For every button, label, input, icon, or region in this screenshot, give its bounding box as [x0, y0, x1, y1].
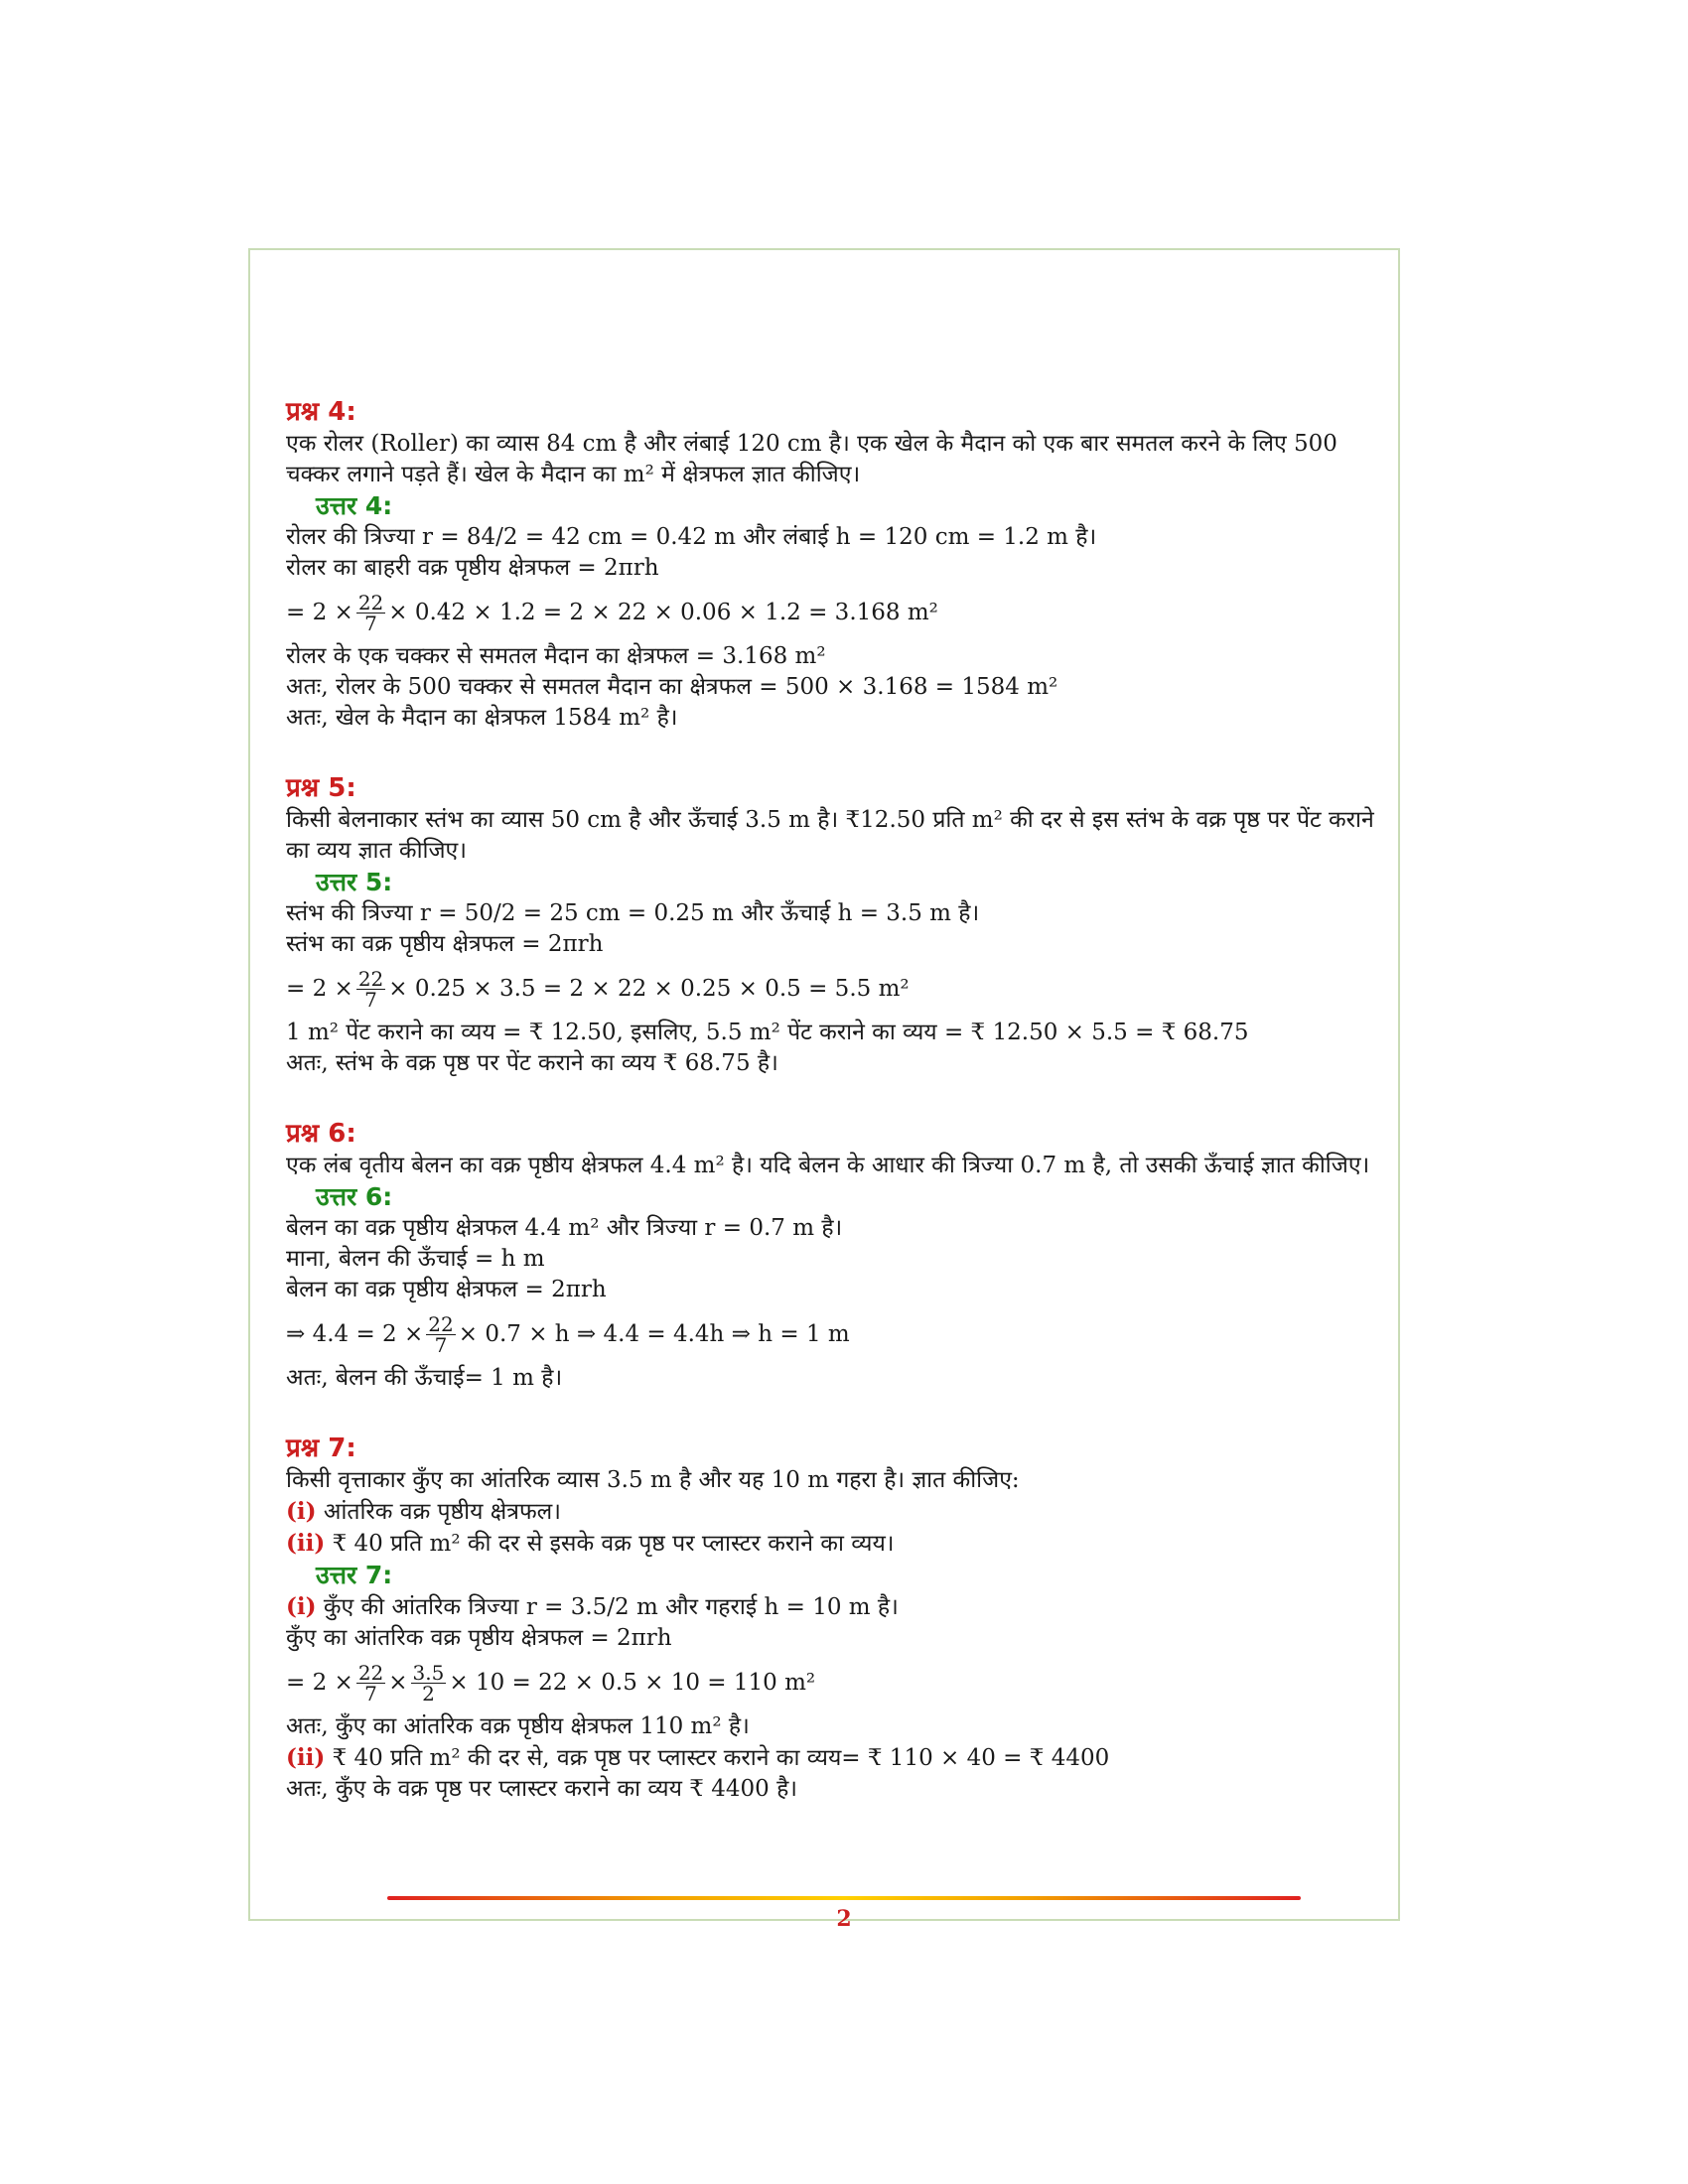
part-i-text: आंतरिक वक्र पृष्ठीय क्षेत्रफल।	[323, 1499, 561, 1525]
question-5-text: किसी बेलनाकार स्तंभ का व्यास 50 cm है और ऊँचाई 3.5 m है। ₹12.50 प्रति m² की दर से इस स्तंभ के वक्र पृष्ठ पर पेंट कराने का व्यय ज्ञात कीजिए।	[286, 807, 1374, 864]
fraction	[411, 1660, 447, 1706]
numerator: 22	[357, 966, 384, 991]
answer-5-title: उत्तर 5:	[316, 868, 393, 896]
denominator: 2	[411, 1683, 447, 1704]
answer-4-equation	[286, 584, 1388, 641]
denominator: 7	[356, 989, 385, 1010]
answer-5-line-3: 1 m² पेंट कराने का व्यय = ₹ 12.50, इसलिए, 5.5 m² पेंट कराने का व्यय = ₹ 12.50 × 5.5 = ₹ 68.75	[286, 1020, 1249, 1045]
fraction	[356, 590, 385, 635]
part-i-marker: (i)	[286, 1498, 317, 1525]
answer-4-line-1: रोलर की त्रिज्या r = 84/2 = 42 cm = 0.42 m और लंबाई h = 120 cm = 1.2 m है।	[286, 524, 1097, 550]
equation-suffix: × 0.42 × 1.2 = 2 × 22 × 0.06 × 1.2 = 3.168 m²	[388, 599, 938, 625]
answer-6-line-4: अतः, बेलन की ऊँचाई= 1 m है।	[286, 1365, 563, 1391]
answer-6-line-2: माना, बेलन की ऊँचाई = h m	[286, 1246, 545, 1272]
answer-5-line-2: स्तंभ का वक्र पृष्ठीय क्षेत्रफल = 2πrh	[286, 931, 604, 957]
question-6-title: प्रश्न 6:	[286, 1119, 356, 1149]
answer-6-line-3: बेलन का वक्र पृष्ठीय क्षेत्रफल = 2πrh	[286, 1277, 607, 1302]
fraction	[356, 1660, 385, 1706]
numerator: 22	[428, 1311, 454, 1336]
equation-prefix: = 2 ×	[286, 1669, 353, 1696]
answer-i-marker: (i)	[286, 1593, 317, 1620]
answer-7-line-3: अतः, कुँए का आंतरिक वक्र पृष्ठीय क्षेत्रफल 110 m² है।	[286, 1713, 750, 1739]
denominator: 7	[426, 1334, 455, 1355]
answer-7-line-4-text: ₹ 40 प्रति m² की दर से, वक्र पृष्ठ पर प्लास्टर कराने का व्यय= ₹ 110 × 40 = ₹ 4400	[332, 1745, 1110, 1771]
answer-4-line-3: रोलर के एक चक्कर से समतल मैदान का क्षेत्रफल = 3.168 m²	[286, 643, 826, 669]
fraction	[426, 1311, 455, 1357]
footer-rule	[387, 1896, 1301, 1900]
page-number: 2	[836, 1906, 852, 1932]
question-4-text: एक रोलर (Roller) का व्यास 84 cm है और लंबाई 120 cm है। एक खेल के मैदान को एक बार समतल करने के लिए 500 चक्कर लगाने पड़ते हैं। खेल के मैदान का m² में क्षेत्रफल ज्ञात कीजिए।	[286, 431, 1337, 487]
equation-prefix: = 2 ×	[286, 975, 353, 1002]
answer-6-title: उत्तर 6:	[316, 1182, 393, 1211]
question-7-title: प्रश्न 7:	[286, 1433, 356, 1463]
answer-6-line-1: बेलन का वक्र पृष्ठीय क्षेत्रफल 4.4 m² और त्रिज्या r = 0.7 m है।	[286, 1215, 843, 1241]
part-ii-marker: (ii)	[286, 1530, 326, 1557]
denominator: 7	[356, 1683, 385, 1704]
denominator: 7	[356, 613, 385, 633]
equation-suffix: × 0.7 × h ⇒ 4.4 = 4.4h ⇒ h = 1 m	[458, 1320, 850, 1347]
equation-mid: ×	[388, 1669, 408, 1696]
answer-5-line-1: स्तंभ की त्रिज्या r = 50/2 = 25 cm = 0.25 m और ऊँचाई h = 3.5 m है।	[286, 900, 980, 926]
answer-7-title: उत्तर 7:	[316, 1561, 393, 1589]
answer-5-line-4: अतः, स्तंभ के वक्र पृष्ठ पर पेंट कराने का व्यय ₹ 68.75 है।	[286, 1050, 778, 1076]
answer-4-line-5: अतः, खेल के मैदान का क्षेत्रफल 1584 m² है।	[286, 705, 678, 731]
fraction	[356, 966, 385, 1012]
page-content	[286, 395, 1388, 1843]
answer-4-title: उत्तर 4:	[316, 491, 393, 520]
question-7-block	[286, 1432, 1388, 1805]
equation-suffix: × 10 = 22 × 0.5 × 10 = 110 m²	[449, 1669, 816, 1696]
question-5-block	[286, 771, 1388, 1079]
answer-7-line-1-text: कुँए की आंतरिक त्रिज्या r = 3.5/2 m और गहराई h = 10 m है।	[323, 1594, 899, 1620]
answer-ii-marker: (ii)	[286, 1744, 326, 1771]
question-6-block	[286, 1117, 1388, 1394]
question-5-title: प्रश्न 5:	[286, 773, 356, 803]
question-7-part-i	[286, 1496, 1388, 1528]
part-ii-text: ₹ 40 प्रति m² की दर से इसके वक्र पृष्ठ पर प्लास्टर कराने का व्यय।	[332, 1531, 895, 1557]
question-6-text: एक लंब वृतीय बेलन का वक्र पृष्ठीय क्षेत्रफल 4.4 m² है। यदि बेलन के आधार की त्रिज्या 0.7 m है, तो उसकी ऊँचाई ज्ञात कीजिए।	[286, 1153, 1370, 1178]
answer-4-line-4: अतः, रोलर के 500 चक्कर से समतल मैदान का क्षेत्रफल = 500 × 3.168 = 1584 m²	[286, 674, 1058, 700]
answer-5-equation	[286, 960, 1388, 1018]
numerator: 22	[357, 590, 384, 614]
equation-prefix: = 2 ×	[286, 599, 353, 625]
question-7-text: किसी वृत्ताकार कुँए का आंतरिक व्यास 3.5 m है और यह 10 m गहरा है। ज्ञात कीजिए:	[286, 1467, 1020, 1493]
question-7-part-ii	[286, 1528, 1388, 1560]
answer-6-equation	[286, 1305, 1388, 1363]
answer-7-line-5: अतः, कुँए के वक्र पृष्ठ पर प्लास्टर कराने का व्यय ₹ 4400 है।	[286, 1776, 798, 1802]
answer-4-line-2: रोलर का बाहरी वक्र पृष्ठीय क्षेत्रफल = 2πrh	[286, 555, 659, 581]
numerator: 3.5	[412, 1660, 445, 1685]
answer-7-line-4	[286, 1742, 1388, 1774]
answer-7-equation	[286, 1654, 1388, 1711]
answer-7-line-2: कुँए का आंतरिक वक्र पृष्ठीय क्षेत्रफल = 2πrh	[286, 1625, 672, 1651]
question-4-title: प्रश्न 4:	[286, 397, 356, 427]
answer-7-line-1	[286, 1591, 1388, 1623]
numerator: 22	[357, 1660, 384, 1685]
question-4-block	[286, 395, 1388, 734]
equation-suffix: × 0.25 × 3.5 = 2 × 22 × 0.25 × 0.5 = 5.5 m²	[388, 975, 910, 1002]
equation-prefix: ⇒ 4.4 = 2 ×	[286, 1320, 424, 1347]
